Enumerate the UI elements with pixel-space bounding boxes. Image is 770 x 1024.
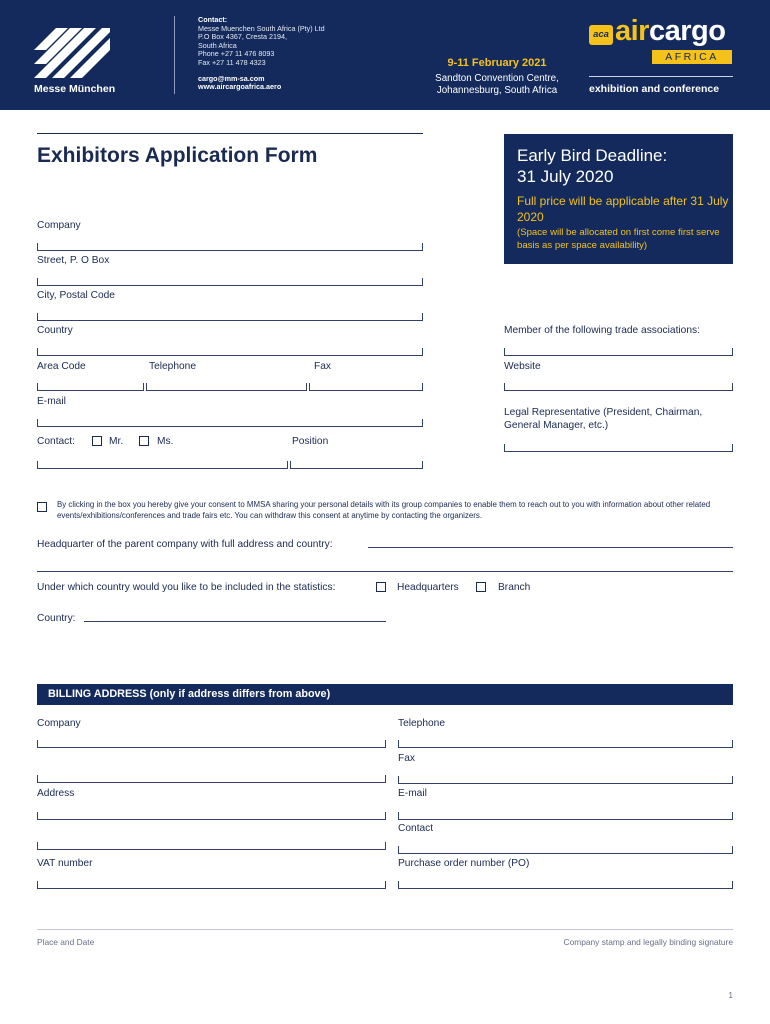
billing-company-field-1[interactable] bbox=[37, 740, 386, 748]
early-bird-space-note: (Space will be allocated on first come first serve basis as per space availability) bbox=[517, 227, 720, 251]
headquarters-checkbox[interactable] bbox=[376, 582, 386, 592]
billing-vat-label: VAT number bbox=[37, 858, 93, 869]
event-venue bbox=[420, 73, 574, 96]
contact-title: Contact: bbox=[198, 15, 228, 24]
organizer-name: Messe München bbox=[34, 83, 116, 95]
venue-line1: Sandton Convention Centre, bbox=[435, 73, 559, 84]
early-bird-date: 31 July 2020 bbox=[517, 167, 614, 186]
billing-section-header: BILLING ADDRESS (only if address differs from above) bbox=[37, 684, 733, 705]
ms-label: Ms. bbox=[157, 436, 174, 447]
billing-address-field-2[interactable] bbox=[37, 842, 386, 850]
street-field[interactable] bbox=[37, 278, 423, 286]
air-cargo-logo bbox=[615, 15, 725, 47]
header-divider bbox=[174, 16, 175, 94]
billing-fax-field[interactable] bbox=[398, 776, 733, 784]
billing-address-label: Address bbox=[37, 788, 75, 799]
brand-word-cargo: cargo bbox=[648, 15, 726, 47]
branch-checkbox[interactable] bbox=[476, 582, 486, 592]
mr-label: Mr. bbox=[109, 436, 124, 447]
header-band bbox=[0, 0, 770, 110]
street-label: Street, P. O Box bbox=[37, 255, 110, 266]
brand-tagline: exhibition and conference bbox=[589, 83, 720, 95]
venue-line2: Johannesburg, South Africa bbox=[436, 84, 558, 96]
area-code-label: Area Code bbox=[37, 361, 86, 372]
fax-label: Fax bbox=[314, 361, 331, 372]
legal-rep-label-line2: General Manager, etc.) bbox=[504, 420, 609, 431]
billing-email-field[interactable] bbox=[398, 812, 733, 820]
place-date-label: Place and Date bbox=[37, 937, 95, 947]
billing-vat-field[interactable] bbox=[37, 881, 386, 889]
messe-muenchen-logo-icon bbox=[34, 28, 110, 78]
contact-phone: Phone +27 11 476 8093 bbox=[198, 49, 275, 59]
statistics-label: Under which country would you like to be included in the statistics: bbox=[37, 582, 336, 593]
position-label: Position bbox=[292, 436, 329, 447]
early-bird-title: Early Bird Deadline: bbox=[517, 146, 668, 165]
contact-name-field[interactable] bbox=[37, 461, 288, 469]
stat-country-field[interactable] bbox=[84, 621, 386, 622]
signature-rule bbox=[37, 929, 733, 930]
contact-country: South Africa bbox=[198, 40, 237, 50]
stat-country-label: Country: bbox=[37, 613, 76, 624]
area-code-field[interactable] bbox=[37, 383, 144, 391]
billing-email-label: E-mail bbox=[398, 788, 427, 799]
billing-contact-label: Contact bbox=[398, 823, 434, 834]
early-bird-price-note: Full price will be applicable after 31 July 2020 bbox=[517, 194, 729, 224]
headquarter-field-line1[interactable] bbox=[368, 547, 733, 548]
contact-label: Contact: bbox=[37, 436, 75, 447]
page-title: Exhibitors Application Form bbox=[37, 144, 318, 167]
consent-text: By clicking in the box you hereby give your consent to MMSA sharing your personal details with its group companies to enable them to reach out to you with information about other related events/exhibitions/conferences and trade fairs etc. You can withdraw this consent at anytime by contacting the organizers. bbox=[57, 500, 711, 521]
billing-address-field-1[interactable] bbox=[37, 812, 386, 820]
trade-assoc-label: Member of the following trade associations: bbox=[504, 325, 700, 336]
aca-badge-icon: aca bbox=[589, 25, 613, 45]
consent-checkbox[interactable] bbox=[37, 502, 47, 512]
website-label: Website bbox=[504, 361, 541, 372]
headquarters-option-label: Headquarters bbox=[397, 582, 459, 593]
telephone-label: Telephone bbox=[149, 361, 197, 372]
website-field[interactable] bbox=[504, 383, 733, 391]
billing-company-label: Company bbox=[37, 718, 81, 729]
billing-po-field[interactable] bbox=[398, 881, 733, 889]
company-label: Company bbox=[37, 220, 81, 231]
legal-rep-field[interactable] bbox=[504, 444, 733, 452]
company-field[interactable] bbox=[37, 243, 423, 251]
title-rule bbox=[37, 133, 423, 134]
contact-fax: Fax +27 11 478 4323 bbox=[198, 57, 266, 67]
city-label: City, Postal Code bbox=[37, 290, 115, 301]
legal-rep-label-line1: Legal Representative (President, Chairman, bbox=[504, 407, 703, 418]
brand-word-air: air bbox=[615, 15, 649, 47]
early-bird-box bbox=[504, 134, 733, 264]
billing-telephone-label: Telephone bbox=[398, 718, 446, 729]
billing-po-label: Purchase order number (PO) bbox=[398, 858, 530, 869]
billing-telephone-field[interactable] bbox=[398, 740, 733, 748]
email-field[interactable] bbox=[37, 419, 423, 427]
country-label: Country bbox=[37, 325, 73, 336]
contact-block bbox=[198, 16, 325, 92]
headquarter-label: Headquarter of the parent company with full address and country: bbox=[37, 539, 333, 550]
contact-email-link[interactable]: cargo@mm-sa.com bbox=[198, 73, 265, 83]
billing-fax-label: Fax bbox=[398, 753, 415, 764]
mr-checkbox[interactable] bbox=[92, 436, 102, 446]
email-label: E-mail bbox=[37, 396, 66, 407]
billing-company-field-2[interactable] bbox=[37, 775, 386, 783]
event-dates: 9-11 February 2021 bbox=[447, 57, 547, 69]
position-field[interactable] bbox=[290, 461, 423, 469]
fax-field[interactable] bbox=[309, 383, 423, 391]
telephone-field[interactable] bbox=[146, 383, 307, 391]
page-number: 1 bbox=[728, 990, 733, 1000]
billing-contact-field[interactable] bbox=[398, 846, 733, 854]
brand-divider bbox=[589, 76, 733, 77]
headquarter-field-line2[interactable] bbox=[37, 571, 733, 572]
contact-website-link[interactable]: www.aircargoafrica.aero bbox=[198, 82, 282, 92]
branch-option-label: Branch bbox=[498, 582, 531, 593]
contact-company: Messe Muenchen South Africa (Pty) Ltd bbox=[198, 23, 325, 33]
trade-assoc-field[interactable] bbox=[504, 348, 733, 356]
ms-checkbox[interactable] bbox=[139, 436, 149, 446]
contact-po-box: P.O Box 4367, Cresta 2194, bbox=[198, 32, 287, 42]
brand-region-bar: AFRICA bbox=[652, 50, 732, 64]
city-field[interactable] bbox=[37, 313, 423, 321]
stamp-signature-label: Company stamp and legally binding signature bbox=[563, 937, 733, 947]
country-field[interactable] bbox=[37, 348, 423, 356]
